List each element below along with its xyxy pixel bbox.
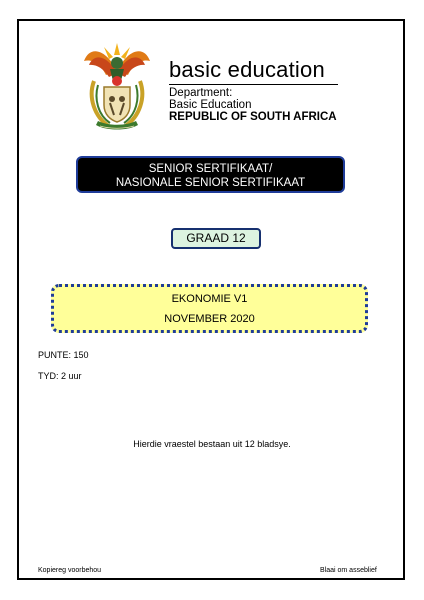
brand-divider bbox=[169, 84, 338, 85]
subject-name: EKONOMIE V1 bbox=[171, 293, 248, 305]
certificate-line-2: NASIONALE SENIOR SERTIFIKAAT bbox=[115, 177, 306, 189]
brand-title: basic education bbox=[169, 57, 325, 82]
marks-label: PUNTE: 150 bbox=[38, 350, 89, 360]
country-name: REPUBLIC OF SOUTH AFRICA bbox=[169, 111, 337, 123]
department-name: Basic Education bbox=[169, 99, 252, 111]
page-count-note: Hierdie vraestel bestaan uit 12 bladsye. bbox=[133, 439, 291, 449]
turn-over-footer: Blaai om asseblief bbox=[320, 567, 377, 574]
copyright-footer: Kopiereg voorbehou bbox=[38, 567, 102, 574]
department-label: Department: bbox=[169, 87, 233, 99]
certificate-line-1: SENIOR SERTIFIKAAT/ bbox=[148, 163, 273, 175]
certificate-banner bbox=[76, 156, 345, 193]
time-label: TYD: 2 uur bbox=[38, 371, 82, 381]
exam-date: NOVEMBER 2020 bbox=[164, 313, 255, 325]
coat-of-arms-icon bbox=[80, 41, 154, 133]
subject-box bbox=[51, 284, 368, 333]
grade-badge: GRAAD 12 bbox=[171, 228, 261, 249]
